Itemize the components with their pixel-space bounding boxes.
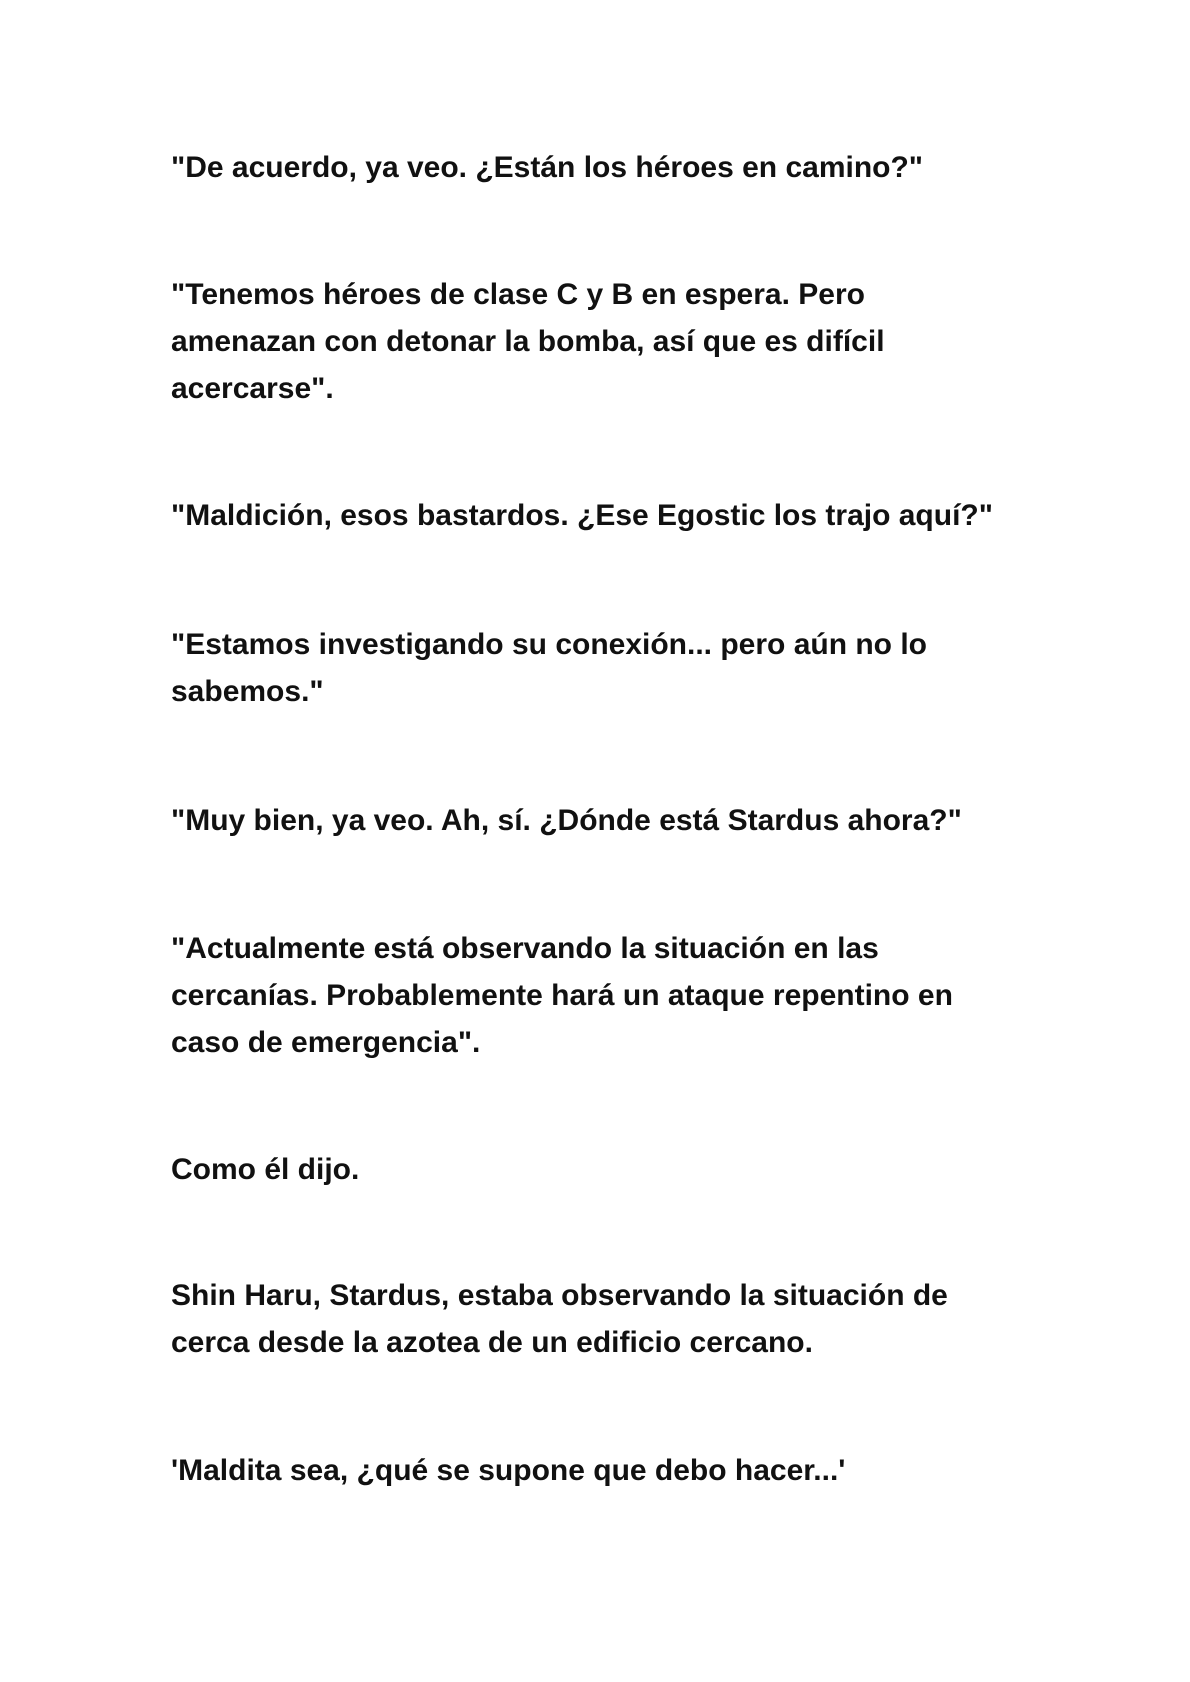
paragraph-9: 'Maldita sea, ¿qué se supone que debo hacer...' [171,1454,846,1487]
paragraph-4: "Estamos investigando su conexión... pero aún no lo sabemos." [171,628,928,708]
paragraph-6: "Actualmente está observando la situación en las cercanías. Probablemente hará un ataque repentino en caso de emergencia". [171,932,953,1059]
paragraph-7: Como él dijo. [171,1153,360,1186]
paragraph-8: Shin Haru, Stardus, estaba observando la situación de cerca desde la azotea de un edificio cercano. [171,1279,948,1359]
paragraph-2: "Tenemos héroes de clase C y B en espera. Pero amenazan con detonar la bomba, así que es difícil acercarse". [171,278,885,405]
paragraph-1: "De acuerdo, ya veo. ¿Están los héroes en camino?" [171,151,924,184]
paragraph-3: "Maldición, esos bastardos. ¿Ese Egostic los trajo aquí?" [171,499,993,532]
paragraph-5: "Muy bien, ya veo. Ah, sí. ¿Dónde está Stardus ahora?" [171,804,962,837]
